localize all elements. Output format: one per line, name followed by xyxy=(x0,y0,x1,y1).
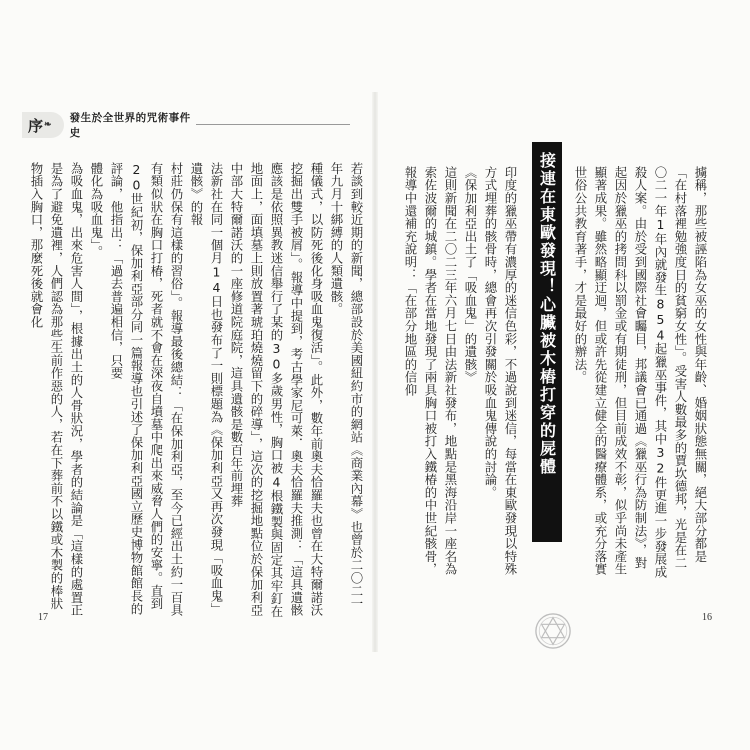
chapter-tab-label: 序 xyxy=(28,116,44,135)
running-header xyxy=(22,112,200,138)
left-page-body: 若談到較近期的新聞，總部設於美國紐約市的網站《商業內幕》也曾於二〇二一年九月十綁縛的人類遺骸。 種儀式，以防死後化身吸血鬼復活」。此外，數年前奧夫恰羅夫也曾在大特爾諾沃挖掘出雙手被屑」。報導中提到，考古學家尼可萊．奧夫恰羅夫推測：「這具遺骸應該是依照異教迷信舉行了某的30多歲男性，胸口被4根鐵製與固定其牢釘在地面上，面填墓上則放置著琥珀燒燒留下的碎導」，這次的挖掘地點位於保加利亞中部大特爾諾沃的一座修道院庭院，這具遺骸是數百年前埋葬 法新社在同一個月14日也發布了一則標題為《保加利亞又再次發現「吸血鬼」遺骸》的報 村莊仍保有這樣的習俗」。報導最後總結：「在保加利亞，至今已經出土約一百具有類似狀在胸口打椿，死者就不會在深夜自墳墓中爬出來威脅人們的安寧。直到20世紀初，保加利亞部分同一篇報導也引述了保加利亞國立歷史博物館館長的評論，他指出：「過去普遍相信，只要 體化為吸血鬼」。 為吸血鬼，出來危害人間」，根據出土的人骨狀況，學者的結論是「這樣的處置正是為了避免遺裡，人們認為那些生前作惡的人，若在下葬前不以鐵或木製的棒狀物插入胸口，那麼死後就會化 xyxy=(29,162,364,618)
running-header-title: 發生於全世界的咒術事件史 xyxy=(69,112,191,139)
hexagram-emblem-icon xyxy=(534,612,572,650)
fleuron-icon: ❧ xyxy=(44,120,52,130)
left-page-number: 17 xyxy=(38,612,48,623)
section-heading-text: 接連在東歐發現！心臟被木樁打穿的屍體 xyxy=(537,152,557,476)
book-gutter xyxy=(372,92,378,652)
right-page-number: 16 xyxy=(702,612,712,623)
header-rule xyxy=(196,124,350,125)
right-page-body-section: 印度的獵巫帶有濃厚的迷信色彩，不過說到迷信，每當在東歐發現以特殊方式埋葬的骸骨時，總會再次引發關於吸血鬼傳說的討論。 《保加利亞出土了「吸血鬼」的遺骸》 這則新聞在二〇二三年六月七日由法新社發布，地點是黑海沿岸一座名為索佐波爾的城鎮。學者在當地發現了兩具胸口被打入鐵椿的中世紀骸骨，報導中還補充說明：「在部分地區的信仰 xyxy=(403,166,518,576)
section-heading xyxy=(532,142,562,542)
chapter-tab xyxy=(22,112,64,138)
right-page-body-top: 擄稱，那些被誣陷為女巫的女性與年齡、婚姻狀態無關，絕大部分都是「在村落裡勉強度日的貧窮女性」。受害人數最多的賈坎德邦，光是在二〇二一年1年內就發生854起獵巫事件，其中32件更進一步發展成殺人案。由於受到國際社會矚目，邦議會已通過《獵巫行為防制法》，對起因於獵巫的拷問科以罰金或有期徒刑，但目前成效不彰，似乎尚未產生顯著成果。雖然略顯迂迴，但或許先從建立健全的醫療體系，或充分落實世俗公共教育著手，才是最好的辦法。 xyxy=(573,166,708,579)
